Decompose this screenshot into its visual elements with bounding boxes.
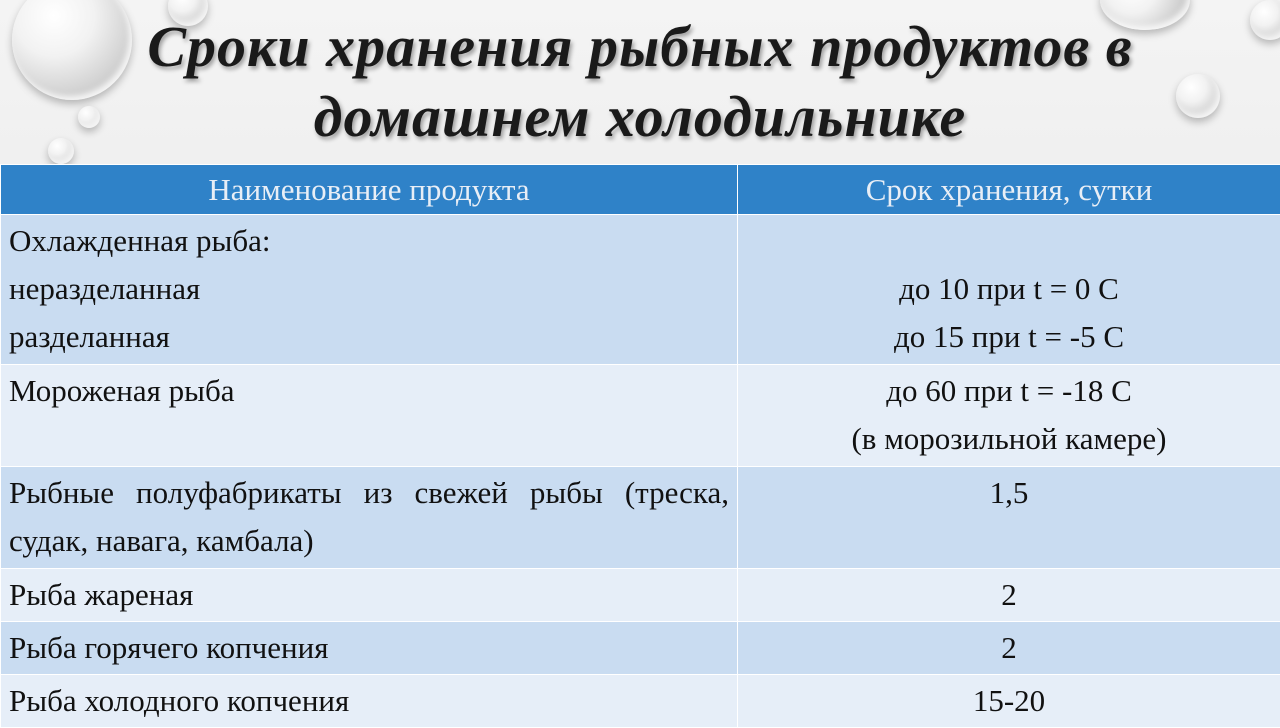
page-title — [0, 12, 1280, 152]
title-line-2: домашнем холодильнике — [0, 82, 1280, 152]
storage-table — [0, 164, 1280, 728]
term-cell: 2 — [738, 622, 1280, 675]
term-line — [746, 217, 1272, 265]
product-line: Охлажденная рыба: — [9, 217, 729, 265]
term-cell — [738, 365, 1280, 467]
term-cell: 15-20 — [738, 675, 1280, 728]
product-cell: Рыба горячего копчения — [1, 622, 738, 675]
product-cell — [1, 365, 738, 467]
table-row — [1, 467, 1280, 569]
term-cell — [738, 467, 1280, 569]
header-term: Срок хранения, сутки — [738, 165, 1280, 215]
term-cell: 2 — [738, 569, 1280, 622]
term-line: (в морозильной камере) — [746, 415, 1272, 463]
table-row — [1, 365, 1280, 467]
storage-table-container — [0, 164, 1280, 720]
table-header-row — [1, 165, 1280, 215]
product-line: разделанная — [9, 313, 729, 361]
term-line: до 10 при t = 0 С — [746, 265, 1272, 313]
product-cell: Рыба жареная — [1, 569, 738, 622]
header-product: Наименование продукта — [1, 165, 738, 215]
term-line: до 15 при t = -5 С — [746, 313, 1272, 361]
table-row — [1, 622, 1280, 675]
term-line: 1,5 — [746, 469, 1272, 517]
table-row — [1, 569, 1280, 622]
product-cell — [1, 215, 738, 365]
product-line: неразделанная — [9, 265, 729, 313]
title-line-1: Сроки хранения рыбных продуктов в — [0, 12, 1280, 82]
term-cell — [738, 215, 1280, 365]
product-cell: Рыбные полуфабрикаты из свежей рыбы (треска, судак, навага, камбала) — [1, 467, 738, 569]
product-cell: Рыба холодного копчения — [1, 675, 738, 728]
term-line: до 60 при t = -18 С — [746, 367, 1272, 415]
table-row — [1, 215, 1280, 365]
product-line: Мороженая рыба — [9, 367, 729, 415]
